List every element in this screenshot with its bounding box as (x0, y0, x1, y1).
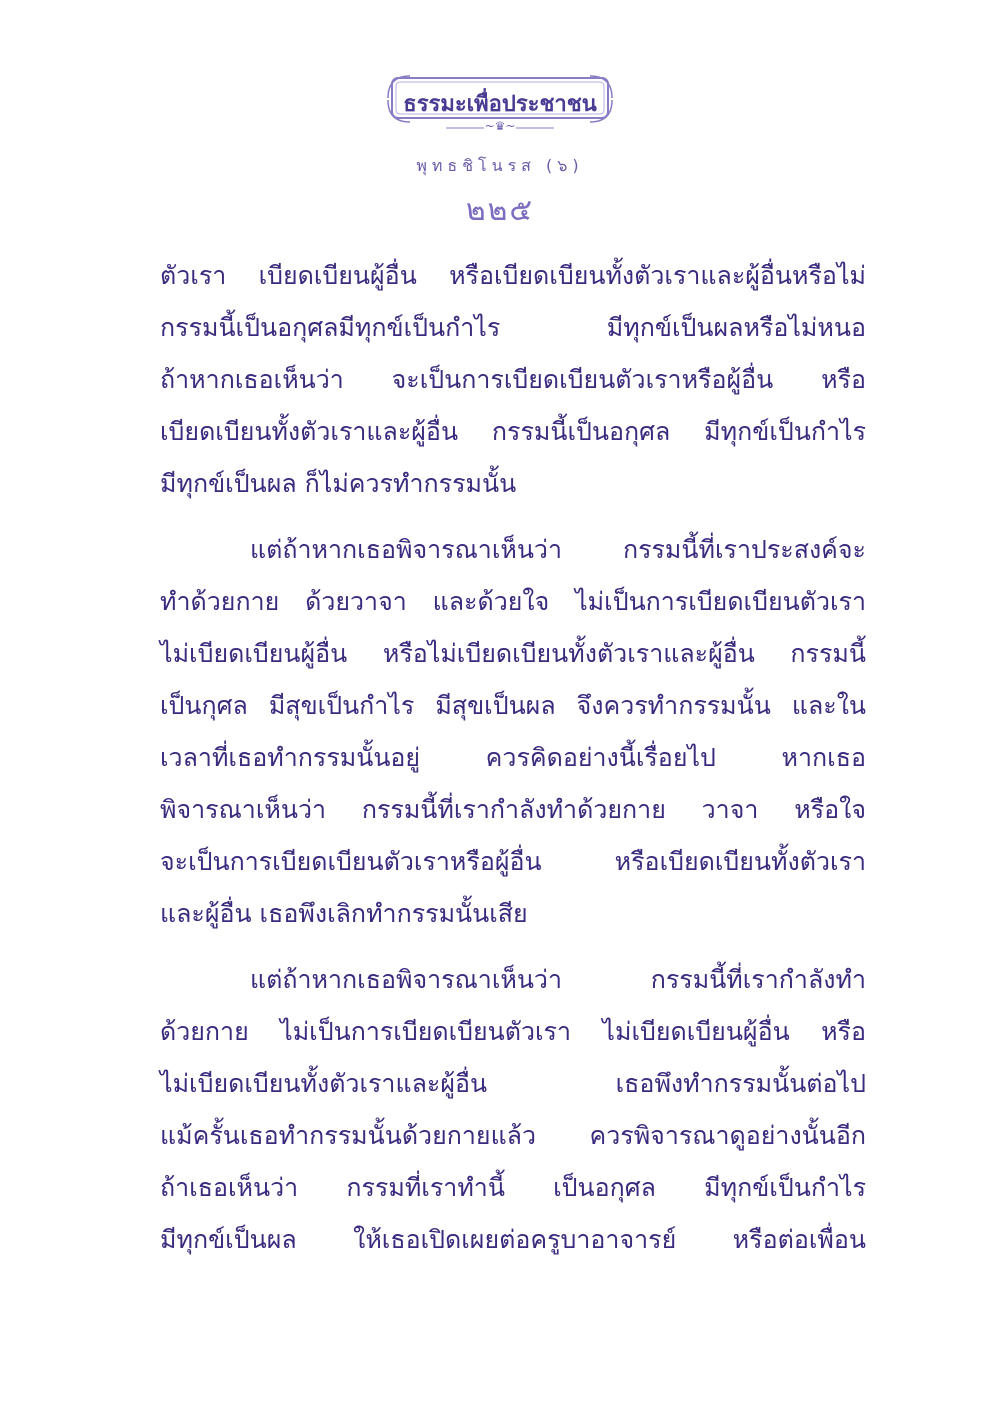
page-header (0, 72, 1000, 234)
paragraph-2 (160, 524, 866, 940)
text-line: แม้ครั้นเธอทำกรรมนั้นด้วยกายแล้ว ควรพิจารณาดูอย่างนั้นอีก (160, 1121, 866, 1150)
text-line: พิจารณาเห็นว่า กรรมนี้ที่เรากำลังทำด้วยกาย วาจา หรือใจ (160, 795, 866, 824)
text-line: แต่ถ้าหากเธอพิจารณาเห็นว่า กรรมนี้ที่เรากำลังทำ (250, 965, 866, 994)
text-line: ตัวเรา เบียดเบียนผู้อื่น หรือเบียดเบียนทั้งตัวเราและผู้อื่นหรือไม่ (160, 261, 866, 290)
text-line: ถ้าหากเธอเห็นว่า จะเป็นการเบียดเบียนตัวเราหรือผู้อื่น หรือ (160, 365, 866, 394)
text-line: และผู้อื่น เธอพึงเลิกทำกรรมนั้นเสีย (160, 899, 528, 928)
series-logo (386, 72, 614, 138)
text-line: ทำด้วยกาย ด้วยวาจา และด้วยใจ ไม่เป็นการเบียดเบียนตัวเรา (160, 587, 866, 616)
text-line: ไม่เบียดเบียนทั้งตัวเราและผู้อื่น เธอพึงทำกรรมนั้นต่อไป (160, 1069, 866, 1098)
paragraph-1 (160, 250, 866, 510)
text-line: เป็นกุศล มีสุขเป็นกำไร มีสุขเป็นผล จึงควรทำกรรมนั้น และใน (160, 691, 866, 720)
text-line: ไม่เบียดเบียนผู้อื่น หรือไม่เบียดเบียนทั้งตัวเราและผู้อื่น กรรมนี้ (160, 639, 866, 668)
text-line: แต่ถ้าหากเธอพิจารณาเห็นว่า กรรมนี้ที่เราประสงค์จะ (250, 535, 866, 564)
text-line: มีทุกข์เป็นผล ก็ไม่ควรทำกรรมนั้น (160, 469, 517, 498)
text-line: จะเป็นการเบียดเบียนตัวเราหรือผู้อื่น หรือเบียดเบียนทั้งตัวเรา (160, 847, 866, 876)
text-line: ถ้าเธอเห็นว่า กรรมที่เราทำนี้ เป็นอกุศล มีทุกข์เป็นกำไร (160, 1173, 866, 1202)
text-line: เวลาที่เธอทำกรรมนั้นอยู่ ควรคิดอย่างนี้เรื่อยไป หากเธอ (160, 743, 866, 772)
book-subtitle: พุทธชิโนรส (๖) (416, 156, 584, 175)
body-text (160, 250, 866, 1266)
logo-text: ธรรมะเพื่อประชาชน (403, 91, 597, 117)
text-line: มีทุกข์เป็นผล ให้เธอเปิดเผยต่อครูบาอาจารย์ หรือต่อเพื่อน (160, 1225, 866, 1254)
text-line: กรรมนี้เป็นอกุศลมีทุกข์เป็นกำไร มีทุกข์เป็นผลหรือไม่หนอ (160, 313, 866, 342)
logo-ornament: ~♛~ (484, 119, 516, 133)
text-line: ด้วยกาย ไม่เป็นการเบียดเบียนตัวเรา ไม่เบียดเบียนผู้อื่น หรือ (160, 1017, 866, 1046)
page-number: ๒๒๕ (465, 193, 535, 228)
text-line: เบียดเบียนทั้งตัวเราและผู้อื่น กรรมนี้เป็นอกุศล มีทุกข์เป็นกำไร (160, 417, 866, 446)
paragraph-3 (160, 954, 866, 1266)
